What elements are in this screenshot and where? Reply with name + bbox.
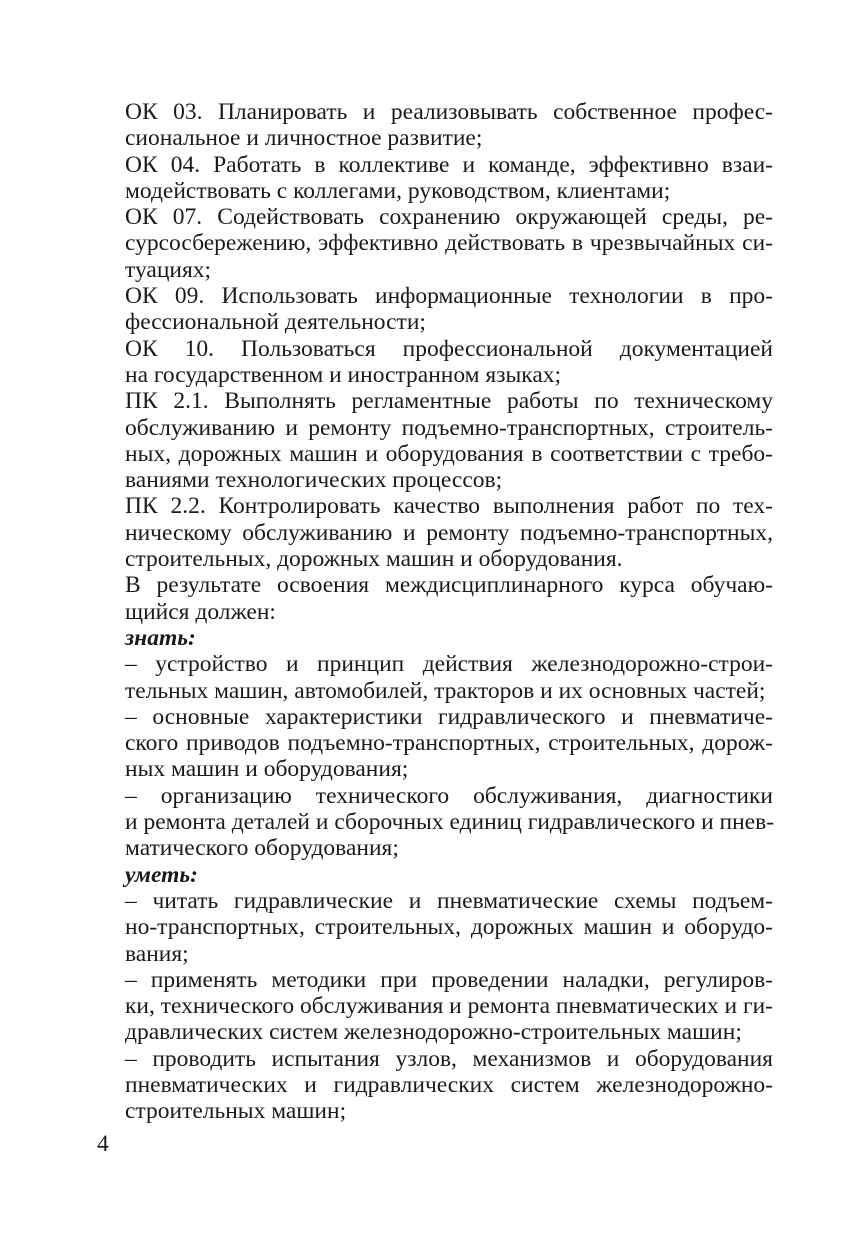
text-line: В результате освоения междисциплинарного курса обучаю- (125, 572, 773, 599)
paragraph-pk22 (97, 493, 773, 572)
text-line: ПК 2.1. Выполнять регламентные работы по техническому (125, 388, 773, 415)
text-line: – проводить испытания узлов, механизмов и оборудования (125, 1045, 773, 1072)
list-item (97, 967, 773, 1046)
paragraph-ok04 (97, 152, 773, 205)
text-line: но-транспортных, строительных, дорожных машин и оборудо- (125, 914, 773, 941)
text-line: щийся должен: (125, 598, 276, 625)
paragraph-pk21 (97, 388, 773, 493)
page-body (97, 99, 773, 1125)
text-line: тельных машин, автомобилей, тракторов и их основных частей; (125, 677, 766, 704)
text-line: – организацию технического обслуживания, диагностики (125, 782, 773, 809)
list-item (97, 704, 773, 783)
text-line: ническому обслуживанию и ремонту подъемно-транспортных, (125, 519, 773, 546)
text-line: ПК 2.2. Контролировать качество выполнения работ по тех- (125, 493, 773, 520)
paragraph-ok07 (97, 204, 773, 283)
list-item (97, 651, 773, 704)
text-line: ОК 10. Пользоваться профессиональной документацией (125, 335, 773, 362)
text-line: и ремонта деталей и сборочных единиц гидравлического и пнев- (125, 809, 775, 836)
text-line: на государственном и иностранном языках; (125, 361, 562, 388)
text-line: ОК 03. Планировать и реализовывать собственное профес- (125, 99, 773, 125)
text-line: сурсосбережению, эффективно действовать в чрезвычайных си- (125, 230, 773, 257)
know-heading: знать: (125, 624, 196, 651)
text-line: – применять методики при проведении наладки, регулиров- (125, 966, 773, 993)
text-line: ОК 04. Работать в коллективе и команде, эффективно взаи- (125, 151, 773, 178)
text-line: туациях; (125, 256, 212, 283)
text-line: пневматических и гидравлических систем железнодорожно- (125, 1071, 773, 1098)
list-item (97, 1046, 773, 1125)
text-line: ных, дорожных машин и оборудования в соответствии с требо- (125, 440, 773, 467)
text-line: строительных машин; (125, 1098, 347, 1125)
text-line: – основные характеристики гидравлического и пневматиче- (125, 703, 773, 730)
paragraph-ok03 (97, 99, 773, 152)
text-line: сиональное и личностное развитие; (125, 125, 483, 152)
text-line: ОК 07. Содействовать сохранению окружающей среды, ре- (125, 204, 773, 231)
paragraph-result-intro (97, 572, 773, 625)
text-line: строительных, дорожных машин и оборудования. (125, 546, 623, 573)
text-line: дравлических систем железнодорожно-строительных машин; (125, 1019, 742, 1046)
text-line: вания; (125, 940, 189, 967)
text-line: матического оборудования; (125, 835, 399, 862)
skill-heading: уметь: (125, 861, 198, 888)
text-line: – читать гидравлические и пневматические схемы подъем- (125, 887, 773, 914)
list-item (97, 783, 773, 862)
text-line: ных машин и оборудования; (125, 756, 409, 783)
text-line: ОК 09. Использовать информационные технологии в про- (125, 283, 773, 310)
list-item (97, 888, 773, 967)
text-line: фессиональной деятельности; (125, 309, 426, 336)
text-line: ского приводов подъемно-транспортных, строительных, дорож- (125, 730, 773, 757)
text-line: ки, технического обслуживания и ремонта пневматических и ги- (125, 993, 773, 1020)
text-line: – устройство и принцип действия железнодорожно-строи- (125, 651, 773, 678)
paragraph-ok10 (97, 336, 773, 389)
text-line: обслуживанию и ремонту подъемно-транспортных, строитель- (125, 414, 773, 441)
page-number: 4 (97, 1131, 109, 1157)
paragraph-ok09 (97, 283, 773, 336)
text-line: ваниями технологических процессов; (125, 467, 503, 494)
text-line: модействовать с коллегами, руководством, клиентами; (125, 177, 671, 204)
